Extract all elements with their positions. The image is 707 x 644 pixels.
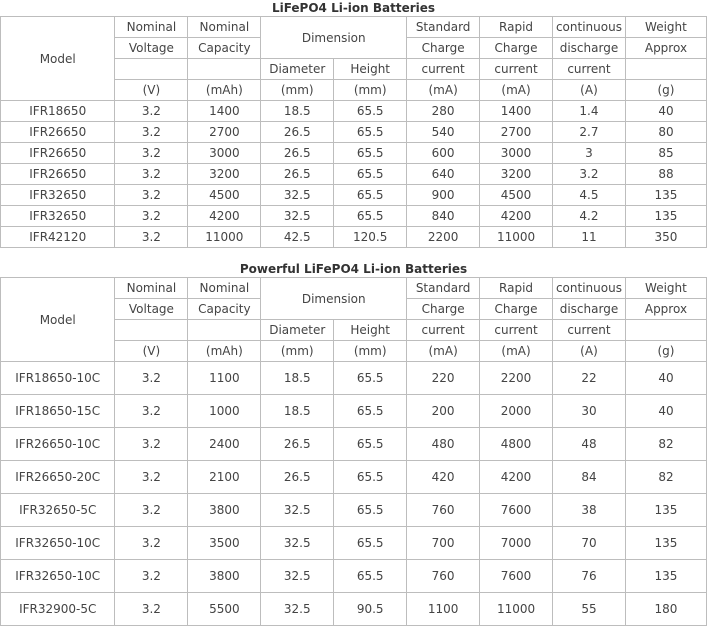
header-empty (188, 59, 261, 80)
header-height: Height (334, 59, 407, 80)
header-empty (188, 320, 261, 341)
model-cell: IFR26650 (1, 143, 115, 164)
value-cell: 65.5 (334, 395, 407, 428)
table-row (1, 185, 707, 206)
value-cell: 82 (625, 428, 706, 461)
header-capacity-line1: Nominal (188, 278, 261, 299)
model-cell: IFR26650-20C (1, 461, 115, 494)
value-cell: 1100 (188, 362, 261, 395)
value-cell: 26.5 (261, 461, 334, 494)
unit-cell: (mm) (334, 80, 407, 101)
value-cell: 38 (553, 494, 626, 527)
header-rapid-line1: Rapid (480, 17, 553, 38)
value-cell: 3800 (188, 494, 261, 527)
value-cell: 3.2 (115, 593, 188, 626)
value-cell: 65.5 (334, 428, 407, 461)
value-cell: 2700 (480, 122, 553, 143)
value-cell: 135 (625, 527, 706, 560)
table-row (1, 593, 707, 626)
value-cell: 120.5 (334, 227, 407, 248)
value-cell: 22 (553, 362, 626, 395)
value-cell: 200 (407, 395, 480, 428)
value-cell: 2000 (480, 395, 553, 428)
value-cell: 4.5 (553, 185, 626, 206)
unit-cell: (mAh) (188, 341, 261, 362)
value-cell: 2200 (480, 362, 553, 395)
value-cell: 7600 (480, 494, 553, 527)
value-cell: 420 (407, 461, 480, 494)
header-rows (1, 278, 707, 362)
header-rapid-line2: Charge (480, 38, 553, 59)
table-row (1, 362, 707, 395)
value-cell: 32.5 (261, 593, 334, 626)
value-cell: 1100 (407, 593, 480, 626)
unit-cell: (V) (115, 80, 188, 101)
value-cell: 26.5 (261, 428, 334, 461)
value-cell: 18.5 (261, 395, 334, 428)
value-cell: 3000 (188, 143, 261, 164)
unit-cell: (mA) (407, 341, 480, 362)
value-cell: 82 (625, 461, 706, 494)
value-cell: 135 (625, 185, 706, 206)
unit-cell: (g) (625, 341, 706, 362)
value-cell: 135 (625, 206, 706, 227)
table-row (1, 560, 707, 593)
data-rows (1, 101, 707, 248)
value-cell: 4.2 (553, 206, 626, 227)
value-cell: 65.5 (334, 122, 407, 143)
value-cell: 180 (625, 593, 706, 626)
value-cell: 55 (553, 593, 626, 626)
unit-cell: (A) (553, 341, 626, 362)
value-cell: 3.2 (115, 494, 188, 527)
header-rapid-line3: current (480, 320, 553, 341)
value-cell: 18.5 (261, 101, 334, 122)
value-cell: 32.5 (261, 206, 334, 227)
header-voltage-line1: Nominal (115, 278, 188, 299)
value-cell: 3.2 (115, 395, 188, 428)
header-empty (625, 59, 706, 80)
value-cell: 26.5 (261, 164, 334, 185)
header-empty (625, 320, 706, 341)
value-cell: 1400 (188, 101, 261, 122)
header-continuous-line3: current (553, 320, 626, 341)
unit-cell: (mA) (407, 80, 480, 101)
value-cell: 3.2 (553, 164, 626, 185)
model-cell: IFR18650-15C (1, 395, 115, 428)
header-capacity-line2: Capacity (188, 38, 261, 59)
header-standard-line2: Charge (407, 38, 480, 59)
header-voltage-line1: Nominal (115, 17, 188, 38)
battery-spec-table (0, 277, 707, 626)
value-cell: 11000 (188, 227, 261, 248)
value-cell: 2200 (407, 227, 480, 248)
table-title: Powerful LiFePO4 Li-ion Batteries (239, 262, 468, 276)
value-cell: 30 (553, 395, 626, 428)
table-section-1 (0, 0, 707, 248)
value-cell: 1.4 (553, 101, 626, 122)
value-cell: 135 (625, 560, 706, 593)
value-cell: 7000 (480, 527, 553, 560)
unit-cell: (mm) (334, 341, 407, 362)
value-cell: 88 (625, 164, 706, 185)
header-rapid-line3: current (480, 59, 553, 80)
header-standard-line3: current (407, 59, 480, 80)
unit-cell: (mm) (261, 80, 334, 101)
value-cell: 65.5 (334, 185, 407, 206)
value-cell: 11000 (480, 227, 553, 248)
value-cell: 40 (625, 395, 706, 428)
unit-cell: (mm) (261, 341, 334, 362)
model-cell: IFR32650 (1, 185, 115, 206)
table-row (1, 164, 707, 185)
header-rows (1, 17, 707, 101)
value-cell: 840 (407, 206, 480, 227)
value-cell: 65.5 (334, 206, 407, 227)
value-cell: 26.5 (261, 143, 334, 164)
model-cell: IFR26650 (1, 122, 115, 143)
table-row (1, 494, 707, 527)
table-row (1, 428, 707, 461)
unit-cell: (mA) (480, 341, 553, 362)
header-dimension: Dimension (261, 278, 407, 320)
value-cell: 42.5 (261, 227, 334, 248)
value-cell: 3.2 (115, 185, 188, 206)
value-cell: 480 (407, 428, 480, 461)
value-cell: 76 (553, 560, 626, 593)
value-cell: 640 (407, 164, 480, 185)
value-cell: 3.2 (115, 428, 188, 461)
value-cell: 3200 (188, 164, 261, 185)
header-standard-line1: Standard (407, 278, 480, 299)
model-cell: IFR18650 (1, 101, 115, 122)
model-cell: IFR26650 (1, 164, 115, 185)
unit-cell: (mAh) (188, 80, 261, 101)
header-empty (115, 320, 188, 341)
value-cell: 135 (625, 494, 706, 527)
value-cell: 3500 (188, 527, 261, 560)
value-cell: 65.5 (334, 494, 407, 527)
value-cell: 40 (625, 362, 706, 395)
value-cell: 40 (625, 101, 706, 122)
table-title: LiFePO4 Li-ion Batteries (271, 1, 436, 15)
value-cell: 3.2 (115, 122, 188, 143)
section-spacer (0, 248, 707, 261)
header-capacity-line1: Nominal (188, 17, 261, 38)
model-cell: IFR32650 (1, 206, 115, 227)
value-cell: 3.2 (115, 164, 188, 185)
value-cell: 11000 (480, 593, 553, 626)
value-cell: 70 (553, 527, 626, 560)
value-cell: 7600 (480, 560, 553, 593)
value-cell: 65.5 (334, 143, 407, 164)
value-cell: 80 (625, 122, 706, 143)
value-cell: 4800 (480, 428, 553, 461)
header-weight-line1: Weight (625, 17, 706, 38)
value-cell: 350 (625, 227, 706, 248)
header-standard-line1: Standard (407, 17, 480, 38)
model-cell: IFR42120 (1, 227, 115, 248)
value-cell: 600 (407, 143, 480, 164)
value-cell: 4500 (480, 185, 553, 206)
value-cell: 3000 (480, 143, 553, 164)
value-cell: 220 (407, 362, 480, 395)
value-cell: 90.5 (334, 593, 407, 626)
value-cell: 900 (407, 185, 480, 206)
header-capacity-line2: Capacity (188, 299, 261, 320)
header-continuous-line2: discharge (553, 299, 626, 320)
header-diameter: Diameter (261, 59, 334, 80)
header-continuous-line3: current (553, 59, 626, 80)
value-cell: 65.5 (334, 461, 407, 494)
value-cell: 3200 (480, 164, 553, 185)
value-cell: 3.2 (115, 527, 188, 560)
unit-cell: (mA) (480, 80, 553, 101)
model-cell: IFR32650-10C (1, 560, 115, 593)
table-row (1, 101, 707, 122)
value-cell: 2700 (188, 122, 261, 143)
value-cell: 760 (407, 560, 480, 593)
table-row (1, 461, 707, 494)
value-cell: 65.5 (334, 362, 407, 395)
header-voltage-line2: Voltage (115, 38, 188, 59)
unit-cell: (g) (625, 80, 706, 101)
header-continuous-line2: discharge (553, 38, 626, 59)
value-cell: 2.7 (553, 122, 626, 143)
header-rapid-line1: Rapid (480, 278, 553, 299)
value-cell: 32.5 (261, 494, 334, 527)
value-cell: 3.2 (115, 206, 188, 227)
value-cell: 26.5 (261, 122, 334, 143)
model-cell: IFR32650-5C (1, 494, 115, 527)
value-cell: 85 (625, 143, 706, 164)
value-cell: 11 (553, 227, 626, 248)
header-model: Model (1, 278, 115, 362)
battery-spec-table (0, 16, 707, 248)
value-cell: 4500 (188, 185, 261, 206)
value-cell: 700 (407, 527, 480, 560)
header-dimension: Dimension (261, 17, 407, 59)
value-cell: 65.5 (334, 101, 407, 122)
model-cell: IFR32900-5C (1, 593, 115, 626)
value-cell: 65.5 (334, 527, 407, 560)
table-section-2 (0, 261, 707, 626)
table-row (1, 527, 707, 560)
header-empty (115, 59, 188, 80)
value-cell: 3 (553, 143, 626, 164)
value-cell: 4200 (480, 206, 553, 227)
value-cell: 3.2 (115, 227, 188, 248)
value-cell: 2100 (188, 461, 261, 494)
table-row (1, 122, 707, 143)
value-cell: 48 (553, 428, 626, 461)
header-weight-line2: Approx (625, 38, 706, 59)
value-cell: 65.5 (334, 560, 407, 593)
value-cell: 32.5 (261, 560, 334, 593)
value-cell: 3.2 (115, 461, 188, 494)
value-cell: 18.5 (261, 362, 334, 395)
unit-cell: (V) (115, 341, 188, 362)
model-cell: IFR18650-10C (1, 362, 115, 395)
header-diameter: Diameter (261, 320, 334, 341)
value-cell: 280 (407, 101, 480, 122)
value-cell: 4200 (480, 461, 553, 494)
value-cell: 4200 (188, 206, 261, 227)
table-row (1, 143, 707, 164)
value-cell: 1000 (188, 395, 261, 428)
header-height: Height (334, 320, 407, 341)
value-cell: 84 (553, 461, 626, 494)
table-row (1, 395, 707, 428)
model-cell: IFR32650-10C (1, 527, 115, 560)
value-cell: 32.5 (261, 527, 334, 560)
value-cell: 2400 (188, 428, 261, 461)
value-cell: 3.2 (115, 143, 188, 164)
header-model: Model (1, 17, 115, 101)
table-row (1, 206, 707, 227)
header-continuous-line1: continuous (553, 17, 626, 38)
value-cell: 3.2 (115, 560, 188, 593)
value-cell: 3800 (188, 560, 261, 593)
value-cell: 3.2 (115, 362, 188, 395)
header-standard-line2: Charge (407, 299, 480, 320)
header-weight-line2: Approx (625, 299, 706, 320)
value-cell: 3.2 (115, 101, 188, 122)
header-standard-line3: current (407, 320, 480, 341)
unit-cell: (A) (553, 80, 626, 101)
header-voltage-line2: Voltage (115, 299, 188, 320)
model-cell: IFR26650-10C (1, 428, 115, 461)
value-cell: 760 (407, 494, 480, 527)
value-cell: 65.5 (334, 164, 407, 185)
data-rows (1, 362, 707, 626)
value-cell: 32.5 (261, 185, 334, 206)
value-cell: 540 (407, 122, 480, 143)
header-rapid-line2: Charge (480, 299, 553, 320)
header-continuous-line1: continuous (553, 278, 626, 299)
table-row (1, 227, 707, 248)
value-cell: 1400 (480, 101, 553, 122)
value-cell: 5500 (188, 593, 261, 626)
header-weight-line1: Weight (625, 278, 706, 299)
